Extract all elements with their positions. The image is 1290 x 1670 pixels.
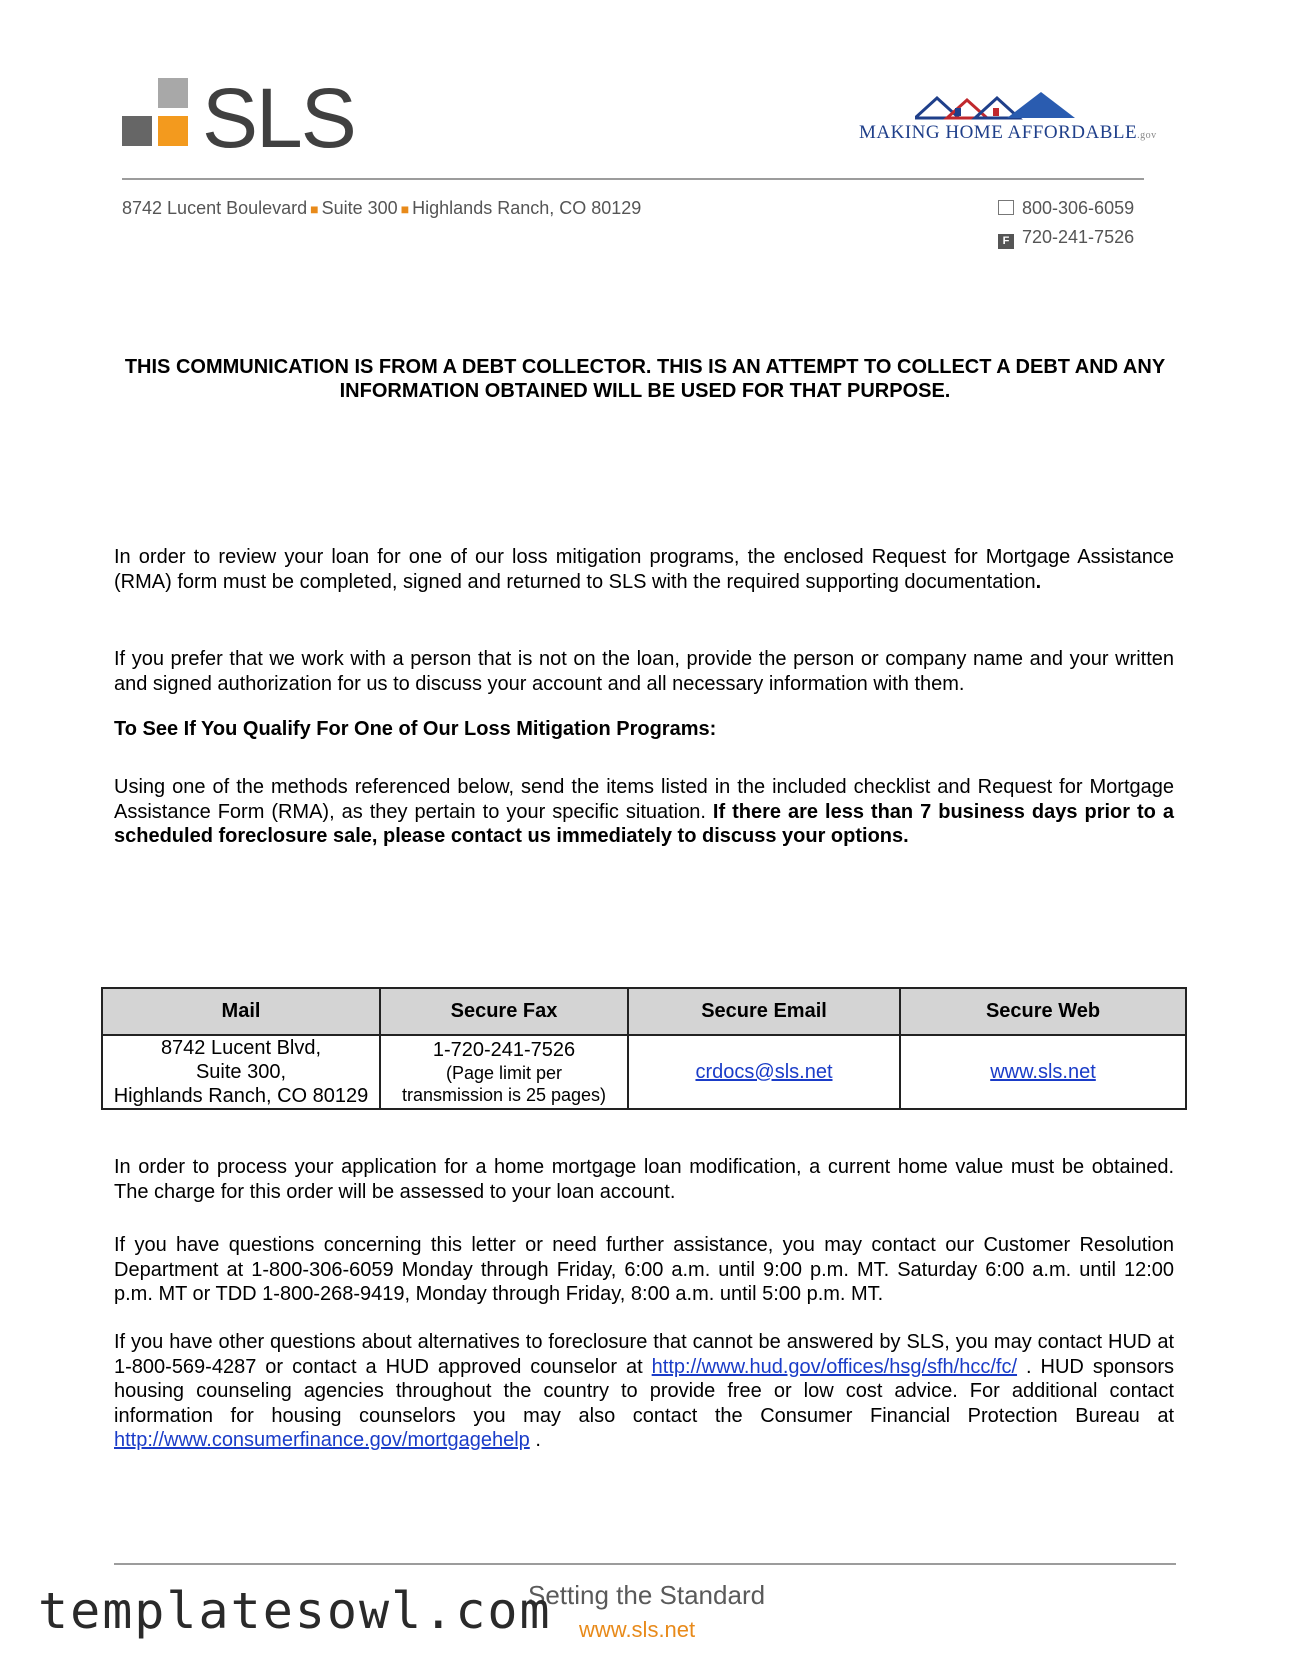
submission-methods-table — [101, 987, 1187, 1110]
footer-website: www.sls.net — [579, 1617, 696, 1642]
logo-square-dark-bottom — [122, 116, 152, 146]
logo-square-orange — [158, 116, 188, 146]
paragraph-customer-resolution: If you have questions concerning this letter or need further assistance, you may contact our Customer Resolution Department at 1-800-306-6059 Monday through Friday, 6:00 a.m. until 9:00 p.m. MT. Saturday 6:00 a.m. until 12:00 p.m. MT or TDD 1-800-268-9419, Monday through Friday, 8:00 a.m. until 5:00 p.m. MT. — [114, 1234, 1174, 1305]
para3-bold-warning: If there are less than 7 business days prior to a scheduled foreclosure sale, please contact us immediately to discuss your options. — [114, 800, 1174, 847]
sls-logo — [122, 71, 372, 165]
logo-text: SLS — [202, 71, 355, 165]
email-cell — [628, 1035, 900, 1109]
para1-end: . — [1035, 570, 1042, 593]
fax-icon: F — [998, 234, 1014, 249]
fax-cell — [380, 1035, 628, 1109]
phone-icon — [998, 200, 1014, 215]
mail-line-3: Highlands Ranch, CO 80129 — [113, 1085, 369, 1107]
table-row — [102, 1035, 1186, 1109]
company-address — [122, 198, 641, 219]
paragraph-hud-contact — [114, 1330, 1174, 1453]
mha-logo-suffix: .gov — [1137, 130, 1157, 141]
para3-text: Using one of the methods referenced below, send the items listed in the included checklist and Request for Mortgage Assistance Form (RMA), as they pertain to your specific situation. — [114, 776, 1174, 823]
footer-slogan: Setting the Standard — [528, 1580, 766, 1610]
phone-contact — [998, 198, 1134, 219]
paragraph-rma-intro — [114, 545, 1174, 594]
qualify-heading: To See If You Qualify For One of Our Loss Mitigation Programs: — [114, 718, 717, 740]
header-secure-email: Secure Email — [628, 988, 900, 1035]
watermark: templatesowl.com — [38, 1582, 552, 1640]
logo-square-gray — [158, 78, 188, 108]
address-city: Highlands Ranch, CO 80129 — [412, 198, 642, 218]
web-cell — [900, 1035, 1186, 1109]
fax-note-line-2: transmission is 25 pages) — [401, 1085, 607, 1105]
mail-address-cell — [102, 1035, 380, 1109]
header-divider — [122, 178, 1144, 180]
paragraph-send-items — [114, 775, 1174, 849]
hud-link[interactable]: http://www.hud.gov/offices/hsg/sfh/hcc/fc/ — [651, 1355, 1018, 1378]
para6-text-1: If you have other questions about alternatives to foreclosure that cannot be answered by SLS, you may contact HUD at 1-800-569-4287 or contact a HUD approved counselor at — [114, 1331, 1174, 1378]
bullet-icon: ■ — [310, 201, 319, 217]
header-secure-fax: Secure Fax — [380, 988, 628, 1035]
para6-end: . — [535, 1429, 541, 1451]
phone-number: 800-306-6059 — [1022, 198, 1135, 218]
address-suite: Suite 300 — [321, 198, 398, 218]
cfpb-link[interactable]: http://www.consumerfinance.gov/mortgagehelp — [114, 1429, 530, 1451]
para6-text-2: . HUD sponsors housing counseling agencies throughout the country to provide free or low cost advice. For additional contact information for housing counselors you may also contact the Consumer Financial Protection Bureau at — [114, 1355, 1175, 1427]
mail-line-2: Suite 300, — [195, 1061, 287, 1083]
table-header-row — [102, 988, 1186, 1035]
paragraph-third-party: If you prefer that we work with a person that is not on the loan, provide the person or company name and your written and signed authorization for us to discuss your account and all necessary information with them. — [114, 648, 1174, 695]
fax-contact — [998, 227, 1134, 249]
fax-number-value: 1-720-241-7526 — [432, 1039, 576, 1061]
debt-collector-disclaimer: THIS COMMUNICATION IS FROM A DEBT COLLECTOR. THIS IS AN ATTEMPT TO COLLECT A DEBT AND ANY INFORMATION OBTAINED WILL BE USED FOR THAT PURPOSE. — [124, 356, 1166, 402]
para1-text: In order to review your loan for one of our loss mitigation programs, the enclosed Request for Mortgage Assistance (RMA) form must be completed, signed and returned to SLS with the required supporting documentation — [114, 546, 1174, 593]
mail-line-1: 8742 Lucent Blvd, — [160, 1037, 322, 1059]
address-street: 8742 Lucent Boulevard — [122, 198, 308, 218]
making-home-affordable-logo — [855, 92, 1157, 148]
fax-number: 720-241-7526 — [1022, 227, 1135, 247]
houses-icon — [915, 92, 1135, 122]
email-link[interactable]: crdocs@sls.net — [695, 1061, 833, 1083]
mha-logo-text: MAKING HOME AFFORDABLE — [859, 122, 1138, 143]
fax-note-line-1: (Page limit per — [445, 1063, 563, 1083]
footer-divider — [114, 1563, 1176, 1565]
header-secure-web: Secure Web — [900, 988, 1186, 1035]
website-link[interactable]: www.sls.net — [990, 1061, 1096, 1083]
bullet-icon: ■ — [400, 201, 410, 217]
header-mail: Mail — [102, 988, 380, 1035]
paragraph-home-value: In order to process your application for a home mortgage loan modification, a current home value must be obtained. The charge for this order will be assessed to your loan account. — [114, 1156, 1174, 1203]
